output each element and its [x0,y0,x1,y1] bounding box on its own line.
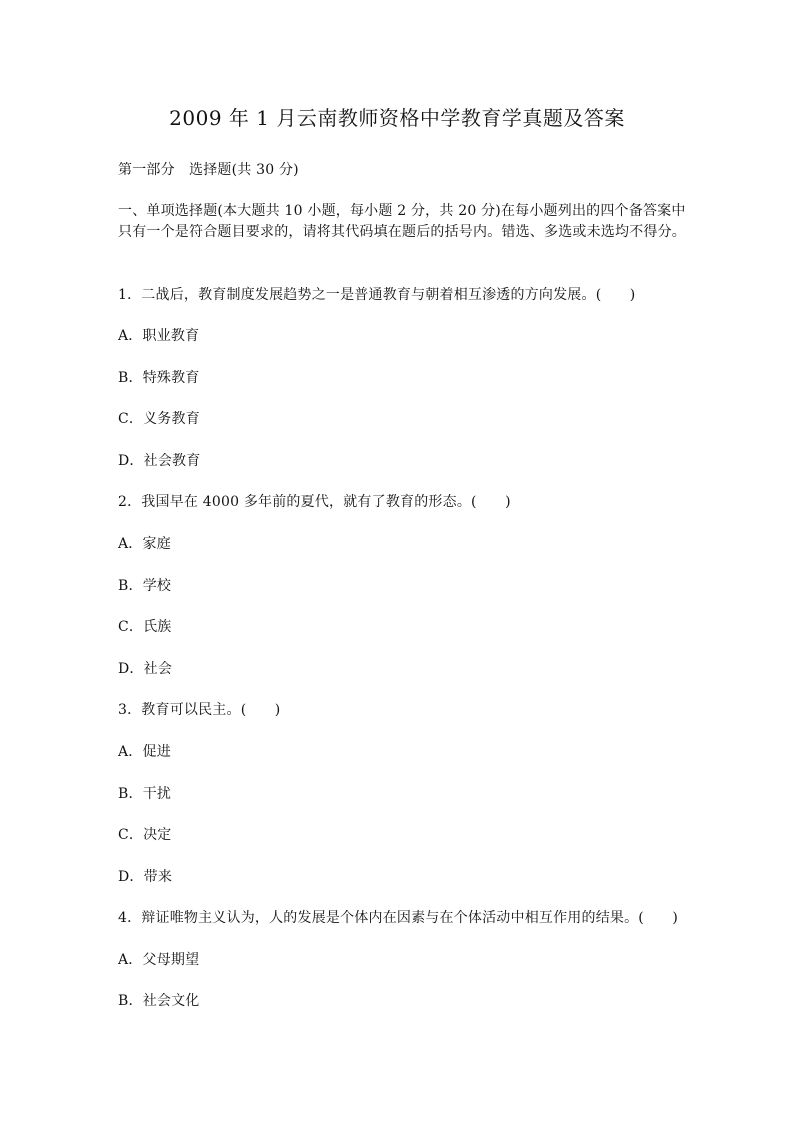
question-stem: 4．辩证唯物主义认为，人的发展是个体内在因素与在个体活动中相互作用的结果。( ) [118,910,679,926]
answer-option: A．促进 [118,744,171,760]
answer-option: A．父母期望 [118,952,200,968]
answer-option: B．特殊教育 [118,370,200,386]
instructions-line: 一、单项选择题(本大题共 10 小题，每小题 2 分，共 20 分)在每小题列出的四个备答案中 [118,203,686,219]
instructions-line: 只有一个是符合题目要求的，请将其代码填在题后的括号内。错选、多选或未选均不得分。 [118,224,686,240]
answer-option: D．社会 [118,661,173,677]
section-heading: 第一部分 选择题(共 30 分) [118,162,299,178]
question-stem: 1．二战后，教育制度发展趋势之一是普通教育与朝着相互渗透的方向发展。( ) [118,287,636,303]
answer-option: A．职业教育 [118,328,200,344]
answer-option: B．学校 [118,578,172,594]
answer-option: C．氏族 [118,619,172,635]
page-title: 2009 年 1 月云南教师资格中学教育学真题及答案 [169,106,625,130]
answer-option: A．家庭 [118,536,171,552]
answer-option: C．义务教育 [118,411,200,427]
question-stem: 3．教育可以民主。( ) [118,702,281,718]
question-stem: 2．我国早在 4000 多年前的夏代，就有了教育的形态。( ) [118,494,511,510]
answer-option: C．决定 [118,827,172,843]
answer-option: B．干扰 [118,786,172,802]
answer-option: D．带来 [118,869,173,885]
answer-option: D．社会教育 [118,453,201,469]
answer-option: B．社会文化 [118,993,200,1009]
